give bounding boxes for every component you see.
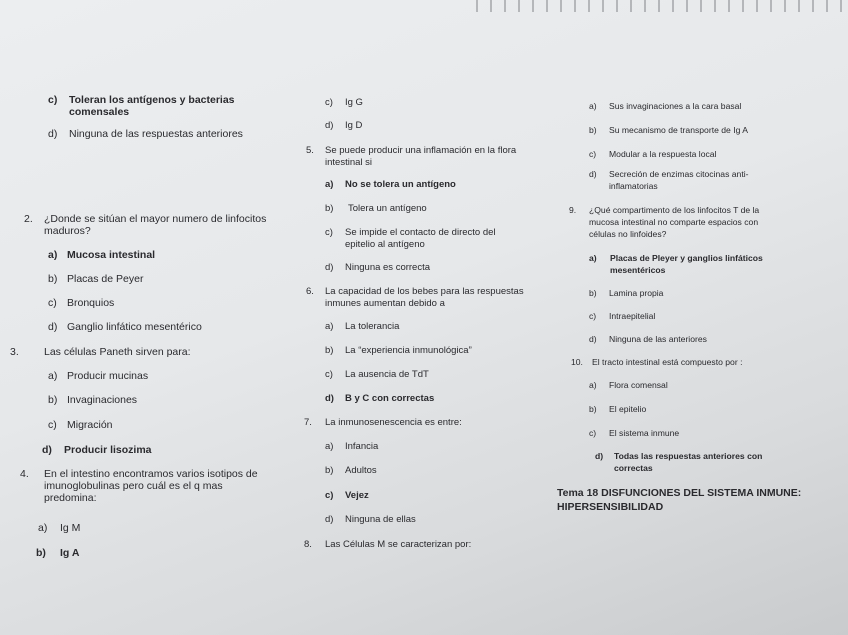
item-text-line: Ig G: [345, 97, 363, 108]
item-text-line: La ausencia de TdT: [345, 369, 429, 380]
item-label: d): [325, 262, 334, 273]
item-text: [67, 394, 137, 406]
item-text-line: células no linfoides?: [589, 229, 667, 239]
item-text: [345, 179, 456, 191]
item-text-line: imunoglobulinas pero cuál es el q mas: [44, 480, 223, 492]
item-text-line: El epitelio: [609, 404, 647, 414]
item-text: [609, 379, 668, 391]
item-text: [67, 419, 113, 431]
item-text-line: Secreción de enzimas citocinas anti-: [609, 169, 749, 179]
item-text: [60, 547, 79, 559]
item-text-line: Ganglio linfático mesentérico: [67, 321, 202, 333]
item-text: [67, 273, 143, 285]
item-text-line: Bronquios: [67, 297, 115, 309]
item-label: c): [589, 428, 597, 438]
item-text-line: epitelio al antígeno: [345, 239, 425, 250]
item-text-line: Todas las respuestas anteriores con: [614, 451, 763, 461]
item-label: a): [325, 179, 334, 190]
item-text: [348, 203, 427, 215]
item-text: [64, 444, 152, 456]
item-label: 8.: [304, 539, 312, 550]
item-text-line: Se puede producir una inflamación en la flora: [325, 145, 517, 156]
item-text-line: Invaginaciones: [67, 394, 138, 406]
item-text-line: Placas de Peyer: [67, 273, 144, 285]
item-text: [67, 249, 155, 261]
item-text-line: Modular a la respuesta local: [609, 149, 717, 159]
item-text-line: El tracto intestinal está compuesto por :: [592, 357, 743, 367]
item-text: [345, 345, 472, 357]
item-text-line: Tolera un antígeno: [348, 203, 427, 214]
item-label: d): [589, 334, 597, 344]
item-text-line: Lamina propia: [609, 288, 664, 298]
item-text: [609, 403, 646, 415]
item-label: b): [325, 203, 334, 214]
item-label: a): [48, 370, 58, 382]
item-text: [325, 539, 471, 551]
item-text-line: Ninguna de las respuestas anteriores: [69, 128, 243, 140]
item-label: 6.: [306, 286, 314, 297]
item-text: [609, 100, 741, 112]
item-text: [345, 490, 369, 502]
item-text: [44, 468, 258, 504]
item-label: b): [36, 547, 46, 559]
item-label: d): [595, 451, 604, 461]
section-title: [557, 487, 801, 513]
item-text-line: Ig M: [60, 522, 81, 534]
item-label: b): [589, 404, 597, 414]
item-text-line: ¿Donde se sitúan el mayor numero de linfocitos: [44, 213, 267, 225]
item-text-line: ¿Qué compartimento de los linfocitos T de la: [589, 205, 760, 215]
item-label: 10.: [571, 357, 583, 367]
item-text-line: Intraepitelial: [609, 311, 656, 321]
item-text: [345, 393, 434, 405]
item-label: a): [589, 101, 597, 111]
item-text: [345, 262, 430, 274]
item-label: c): [325, 97, 333, 108]
item-text: [345, 369, 429, 381]
item-label: a): [325, 321, 334, 332]
item-text-line: La capacidad de los bebes para las respuestas: [325, 286, 524, 297]
item-label: a): [38, 522, 48, 534]
item-text-line: B y C con correctas: [345, 393, 435, 404]
item-text: [67, 370, 148, 382]
item-text-line: Su mecanismo de transporte de Ig A: [609, 125, 749, 135]
item-text-line: La tolerancia: [345, 321, 400, 332]
item-text: [44, 213, 266, 237]
item-text-line: Flora comensal: [609, 380, 668, 390]
item-text-line: correctas: [614, 463, 653, 473]
item-label: 4.: [20, 468, 29, 480]
item-label: d): [325, 393, 334, 404]
item-text-line: La inmunosenescencia es entre:: [325, 417, 462, 428]
item-label: c): [589, 149, 597, 159]
item-text: [325, 145, 516, 169]
item-label: a): [589, 380, 597, 390]
item-text: [345, 465, 377, 477]
item-text-line: Migración: [67, 419, 113, 431]
item-text: [60, 522, 80, 534]
item-label: a): [325, 441, 334, 452]
item-label: b): [589, 288, 597, 298]
item-text-line: La “experiencia inmunológica”: [345, 345, 472, 356]
item-text: [67, 297, 114, 309]
item-text-line: Ninguna es correcta: [345, 262, 431, 273]
item-label: d): [42, 444, 52, 456]
item-text: [345, 514, 416, 526]
item-text-line: predomina:: [44, 492, 97, 504]
item-label: c): [589, 311, 597, 321]
item-text: [609, 427, 679, 439]
item-text: [67, 321, 202, 333]
item-label: b): [48, 273, 58, 285]
item-text-line: Las células Paneth sirven para:: [44, 346, 191, 358]
item-label: 2.: [24, 213, 33, 225]
item-text: [325, 417, 462, 429]
item-text: [609, 333, 707, 345]
item-text-line: Producir lisozima: [64, 444, 152, 456]
item-text-line: Las Células M se caracterizan por:: [325, 539, 472, 550]
item-label: d): [325, 120, 334, 131]
item-text-line: mucosa intestinal no comparte espacios con: [589, 217, 759, 227]
item-text: [609, 287, 663, 299]
item-text: [609, 310, 655, 322]
item-label: c): [48, 94, 58, 106]
item-label: d): [325, 514, 334, 525]
item-text: [609, 168, 748, 192]
item-text-line: maduros?: [44, 225, 91, 237]
section-title-line-1: Tema 18 DISFUNCIONES DEL SISTEMA INMUNE:: [557, 487, 802, 499]
item-text: [69, 94, 235, 118]
item-text: [325, 286, 524, 310]
item-label: d): [48, 128, 58, 140]
item-text: [345, 120, 362, 132]
item-text: [614, 450, 762, 474]
item-label: c): [325, 369, 333, 380]
item-label: b): [48, 394, 58, 406]
item-text-line: Se impide el contacto de directo del: [345, 227, 496, 238]
item-text: [44, 346, 191, 358]
item-label: 3.: [10, 346, 19, 358]
item-text-line: Producir mucinas: [67, 370, 149, 382]
item-text-line: En el intestino encontramos varios isotipos de: [44, 468, 258, 480]
item-label: 5.: [306, 145, 314, 156]
item-label: c): [48, 419, 57, 431]
item-text-line: El sistema inmune: [609, 428, 680, 438]
item-text-line: Mucosa intestinal: [67, 249, 156, 261]
item-text-line: comensales: [69, 106, 130, 118]
item-label: b): [325, 465, 334, 476]
item-text-line: inflamatorias: [609, 181, 658, 191]
section-title-line-2: HIPERSENSIBILIDAD: [557, 501, 664, 513]
item-text-line: Infancia: [345, 441, 379, 452]
item-text: [69, 128, 243, 140]
item-text: [610, 252, 763, 276]
item-label: 9.: [569, 205, 577, 215]
item-label: b): [325, 345, 334, 356]
item-text-line: No se tolera un antígeno: [345, 179, 456, 190]
item-text-line: intestinal si: [325, 157, 372, 168]
item-text-line: inmunes aumentan debido a: [325, 298, 445, 309]
item-text: [345, 227, 496, 251]
item-label: c): [325, 227, 333, 238]
item-text: [589, 204, 759, 240]
item-text: [345, 97, 363, 109]
item-text: [592, 356, 742, 368]
item-text-line: Vejez: [345, 490, 369, 501]
item-text-line: Sus invaginaciones a la cara basal: [609, 101, 742, 111]
item-label: c): [48, 297, 57, 309]
item-text-line: Ig D: [345, 120, 363, 131]
item-text: [345, 321, 399, 333]
item-text-line: Adultos: [345, 465, 377, 476]
item-label: b): [589, 125, 597, 135]
spiral-binding: [470, 0, 848, 12]
item-label: d): [589, 169, 597, 179]
item-text-line: Toleran los antígenos y bacterias: [69, 94, 235, 106]
item-text: [609, 124, 748, 136]
item-text: [345, 441, 378, 453]
item-label: c): [325, 490, 334, 501]
item-text-line: Ninguna de las anteriores: [609, 334, 707, 344]
item-text-line: Ig A: [60, 547, 80, 559]
item-text-line: mesentéricos: [610, 265, 666, 275]
item-text-line: Ninguna de ellas: [345, 514, 416, 525]
item-label: a): [589, 253, 597, 263]
item-text: [609, 148, 716, 160]
item-text-line: Placas de Pleyer y ganglios linfáticos: [610, 253, 763, 263]
item-label: 7.: [304, 417, 312, 428]
item-label: d): [48, 321, 58, 333]
item-label: a): [48, 249, 58, 261]
